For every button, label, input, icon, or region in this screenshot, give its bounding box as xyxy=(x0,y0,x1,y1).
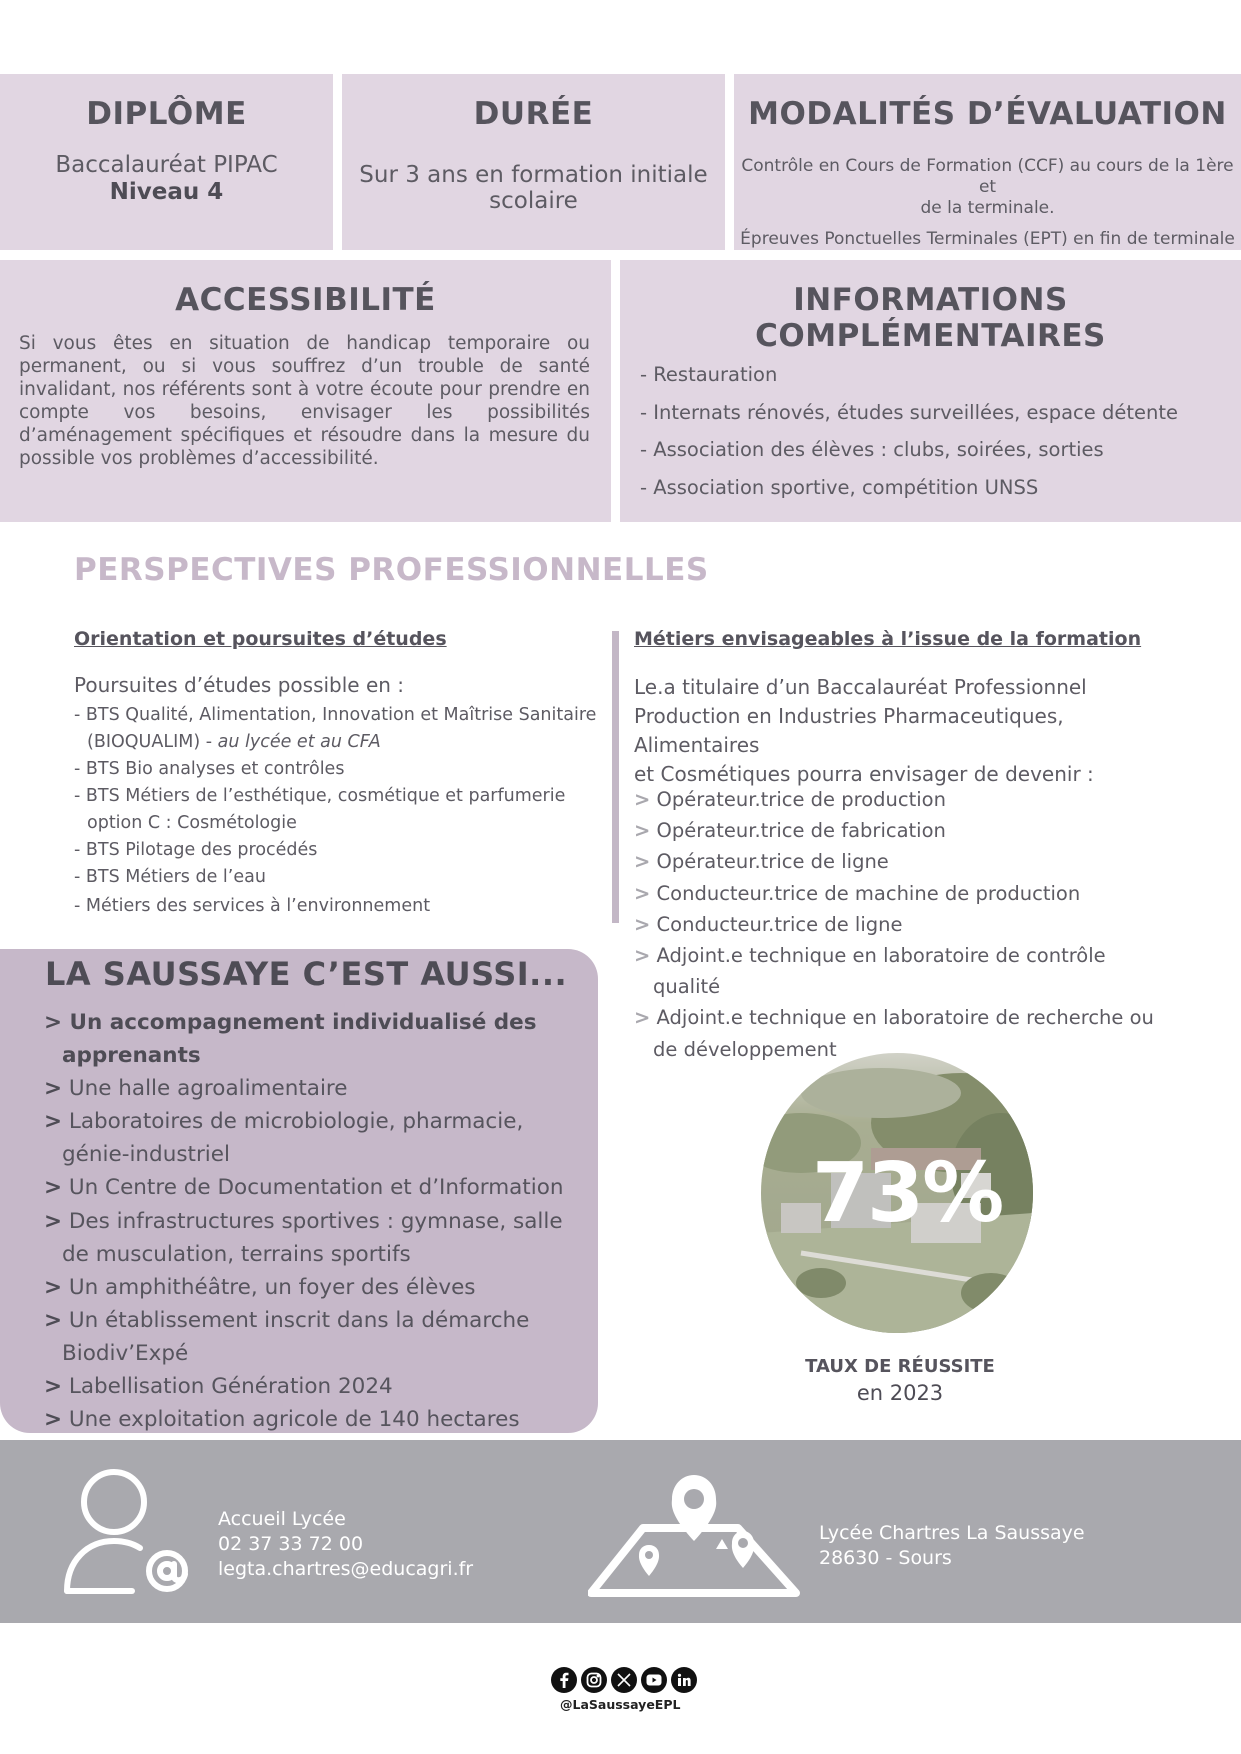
infos-title: INFORMATIONS COMPLÉMENTAIRES xyxy=(755,282,1106,354)
map-location-icon xyxy=(588,1473,800,1602)
list-item xyxy=(634,878,1174,909)
list-item xyxy=(44,1171,592,1204)
contact-label: Accueil Lycée xyxy=(218,1508,346,1530)
list-item xyxy=(634,846,1174,877)
metier-label: Conducteur.trice de ligne xyxy=(656,912,903,936)
aussi-label: Un Centre de Documentation et d’Information xyxy=(68,1175,564,1201)
aussi-label: Un accompagnement individualisé des apprenants xyxy=(62,1010,537,1069)
metiers-list xyxy=(634,784,1174,1065)
aussi-label: Des infrastructures sportives : gymnase, salle de musculation, terrains sportifs xyxy=(62,1208,563,1267)
duree-box xyxy=(342,74,725,250)
address-line2: 28630 - Sours xyxy=(819,1547,952,1569)
metiers-intro xyxy=(634,673,1194,789)
x-icon[interactable] xyxy=(611,1667,637,1693)
orientation-item-italic: au lycée et au CFA xyxy=(217,732,381,752)
modalites-box xyxy=(734,74,1241,250)
orientation-intro: Poursuites d’études possible en : xyxy=(74,673,405,697)
chevron-right-icon: > xyxy=(634,788,651,811)
chevron-right-icon: > xyxy=(634,850,651,874)
modalites-ccf-line1: Contrôle en Cours de Formation (CCF) au cours de la 1ère et xyxy=(741,156,1234,197)
success-rate-label: TAUX DE RÉUSSITE xyxy=(805,1356,995,1377)
duree-text xyxy=(342,162,725,214)
perspectives-title: PERSPECTIVES PROFESSIONNELLES xyxy=(74,552,709,588)
social-icons xyxy=(551,1667,697,1693)
infos-box xyxy=(620,260,1241,522)
orientation-heading: Orientation et poursuites d’études xyxy=(74,628,447,650)
address-block xyxy=(819,1521,1085,1571)
user-contact-icon xyxy=(62,1466,192,1600)
duree-title: DURÉE xyxy=(473,96,594,132)
list-item xyxy=(44,1271,592,1304)
modalites-ept: Épreuves Ponctuelles Terminales (EPT) en fin de terminale xyxy=(740,229,1235,249)
list-item xyxy=(74,702,604,756)
chevron-right-icon: > xyxy=(44,1208,63,1234)
list-item xyxy=(44,1403,592,1436)
chevron-right-icon: > xyxy=(44,1307,63,1333)
list-item xyxy=(634,815,1174,846)
chevron-right-icon: > xyxy=(44,1274,63,1300)
social-handle[interactable]: @LaSaussayeEPL xyxy=(560,1697,681,1712)
list-item xyxy=(44,1105,592,1171)
contact-email[interactable]: legta.chartres@educagri.fr xyxy=(218,1558,474,1580)
success-rate-year: en 2023 xyxy=(856,1381,944,1405)
aussi-label: Un établissement inscrit dans la démarche Biodiv’Expé xyxy=(62,1307,530,1366)
linkedin-icon[interactable] xyxy=(671,1667,697,1693)
list-item: - Métiers des services à l’environnement xyxy=(74,896,431,916)
metier-label: Adjoint.e technique en laboratoire de contrôle qualité xyxy=(653,944,1106,999)
chevron-right-icon: > xyxy=(44,1374,63,1400)
accessibilite-text: Si vous êtes en situation de handicap temporaire ou permanent, ou si vous souffrez d’un trouble de santé invalidant, nos référents sont à votre écoute pour prendre en compte vos besoins, envisager les possibilités d’aménagement spécifiques et résoudre dans la mesure du possible vos problèmes d’accessibilité. xyxy=(19,333,590,469)
aussi-label: Une exploitation agricole de 140 hectares xyxy=(68,1407,520,1433)
list-item xyxy=(44,1205,592,1271)
accessibilite-box xyxy=(0,260,611,522)
metiers-intro-line2: Production en Industries Pharmaceutiques, Alimentaires xyxy=(634,704,1064,757)
aussi-label: Une halle agroalimentaire xyxy=(68,1076,348,1102)
modalites-title: MODALITÉS D’ÉVALUATION xyxy=(748,96,1227,132)
aussi-label: Labellisation Génération 2024 xyxy=(68,1374,393,1400)
accessibilite-title: ACCESSIBILITÉ xyxy=(175,282,436,318)
metier-label: Conducteur.trice de machine de production xyxy=(656,881,1081,905)
chevron-right-icon: > xyxy=(634,819,651,843)
chevron-right-icon: > xyxy=(634,881,651,905)
chevron-right-icon: > xyxy=(44,1109,63,1135)
diplome-level: Niveau 4 xyxy=(109,179,224,205)
list-item: - Internats rénovés, études surveillées, espace détente xyxy=(640,400,1178,424)
list-item xyxy=(44,1006,592,1072)
list-item: - Association des élèves : clubs, soirées, sorties xyxy=(640,438,1104,461)
chevron-right-icon: > xyxy=(634,1006,651,1030)
list-item xyxy=(634,940,1174,1002)
diplome-name: Baccalauréat PIPAC xyxy=(55,152,278,178)
metier-label: Opérateur.trice de fabrication xyxy=(656,819,946,843)
list-item xyxy=(44,1304,592,1370)
list-item: - Association sportive, compétition UNSS xyxy=(640,475,1039,499)
chevron-right-icon: > xyxy=(634,944,651,968)
orientation-item-text: - BTS Qualité, Alimentation, Innovation et Maîtrise Sanitaire (BIOQUALIM) - xyxy=(74,705,597,752)
aussi-label: Un amphithéâtre, un foyer des élèves xyxy=(68,1274,476,1300)
aussi-label: Laboratoires de microbiologie, pharmacie, génie-industriel xyxy=(62,1109,524,1168)
list-item: - BTS Pilotage des procédés xyxy=(74,840,318,860)
modalites-ccf xyxy=(734,156,1241,219)
modalites-ccf-line2: de la terminale. xyxy=(920,198,1055,218)
metiers-heading: Métiers envisageables à l’issue de la formation xyxy=(634,628,1142,650)
address-line1: Lycée Chartres La Saussaye xyxy=(819,1522,1085,1544)
chevron-right-icon: > xyxy=(44,1010,63,1035)
metiers-intro-line1: Le.a titulaire d’un Baccalauréat Professionnel xyxy=(634,675,1087,699)
column-divider xyxy=(612,631,619,923)
chevron-right-icon: > xyxy=(44,1076,63,1102)
youtube-icon[interactable] xyxy=(641,1667,667,1693)
diplome-text xyxy=(0,152,333,206)
metier-label: Adjoint.e technique en laboratoire de recherche ou de développement xyxy=(653,1006,1154,1061)
duree-line2: scolaire xyxy=(489,188,578,214)
diplome-title: DIPLÔME xyxy=(86,96,247,132)
list-item: - Restauration xyxy=(640,363,778,386)
metiers-intro-line3: et Cosmétiques pourra envisager de devenir : xyxy=(634,762,1094,786)
chevron-right-icon: > xyxy=(634,912,651,936)
chevron-right-icon: > xyxy=(44,1407,63,1433)
list-item xyxy=(634,909,1174,940)
contact-phone[interactable]: 02 37 33 72 00 xyxy=(218,1533,364,1555)
chevron-right-icon: > xyxy=(44,1175,63,1201)
diplome-box xyxy=(0,74,333,250)
duree-line1: Sur 3 ans en formation initiale xyxy=(359,162,708,188)
list-item xyxy=(634,784,1174,815)
orientation-list xyxy=(74,702,604,920)
list-item: - BTS Bio analyses et contrôles xyxy=(74,759,345,779)
metier-label: Opérateur.trice de production xyxy=(656,788,946,811)
list-item: - BTS Métiers de l’eau xyxy=(74,867,266,887)
success-rate-value: 73% xyxy=(812,1146,1003,1241)
aussi-list xyxy=(44,1006,592,1436)
list-item xyxy=(44,1370,592,1403)
infos-list xyxy=(620,362,1241,501)
contact-block xyxy=(218,1507,473,1582)
list-item xyxy=(44,1072,592,1105)
aussi-title: LA SAUSSAYE C’EST AUSSI... xyxy=(45,955,568,993)
instagram-icon[interactable] xyxy=(581,1667,607,1693)
metier-label: Opérateur.trice de ligne xyxy=(656,850,889,874)
list-item: - BTS Métiers de l’esthétique, cosmétique et parfumerie option C : Cosmétologie xyxy=(74,786,566,833)
facebook-icon[interactable] xyxy=(551,1667,577,1693)
